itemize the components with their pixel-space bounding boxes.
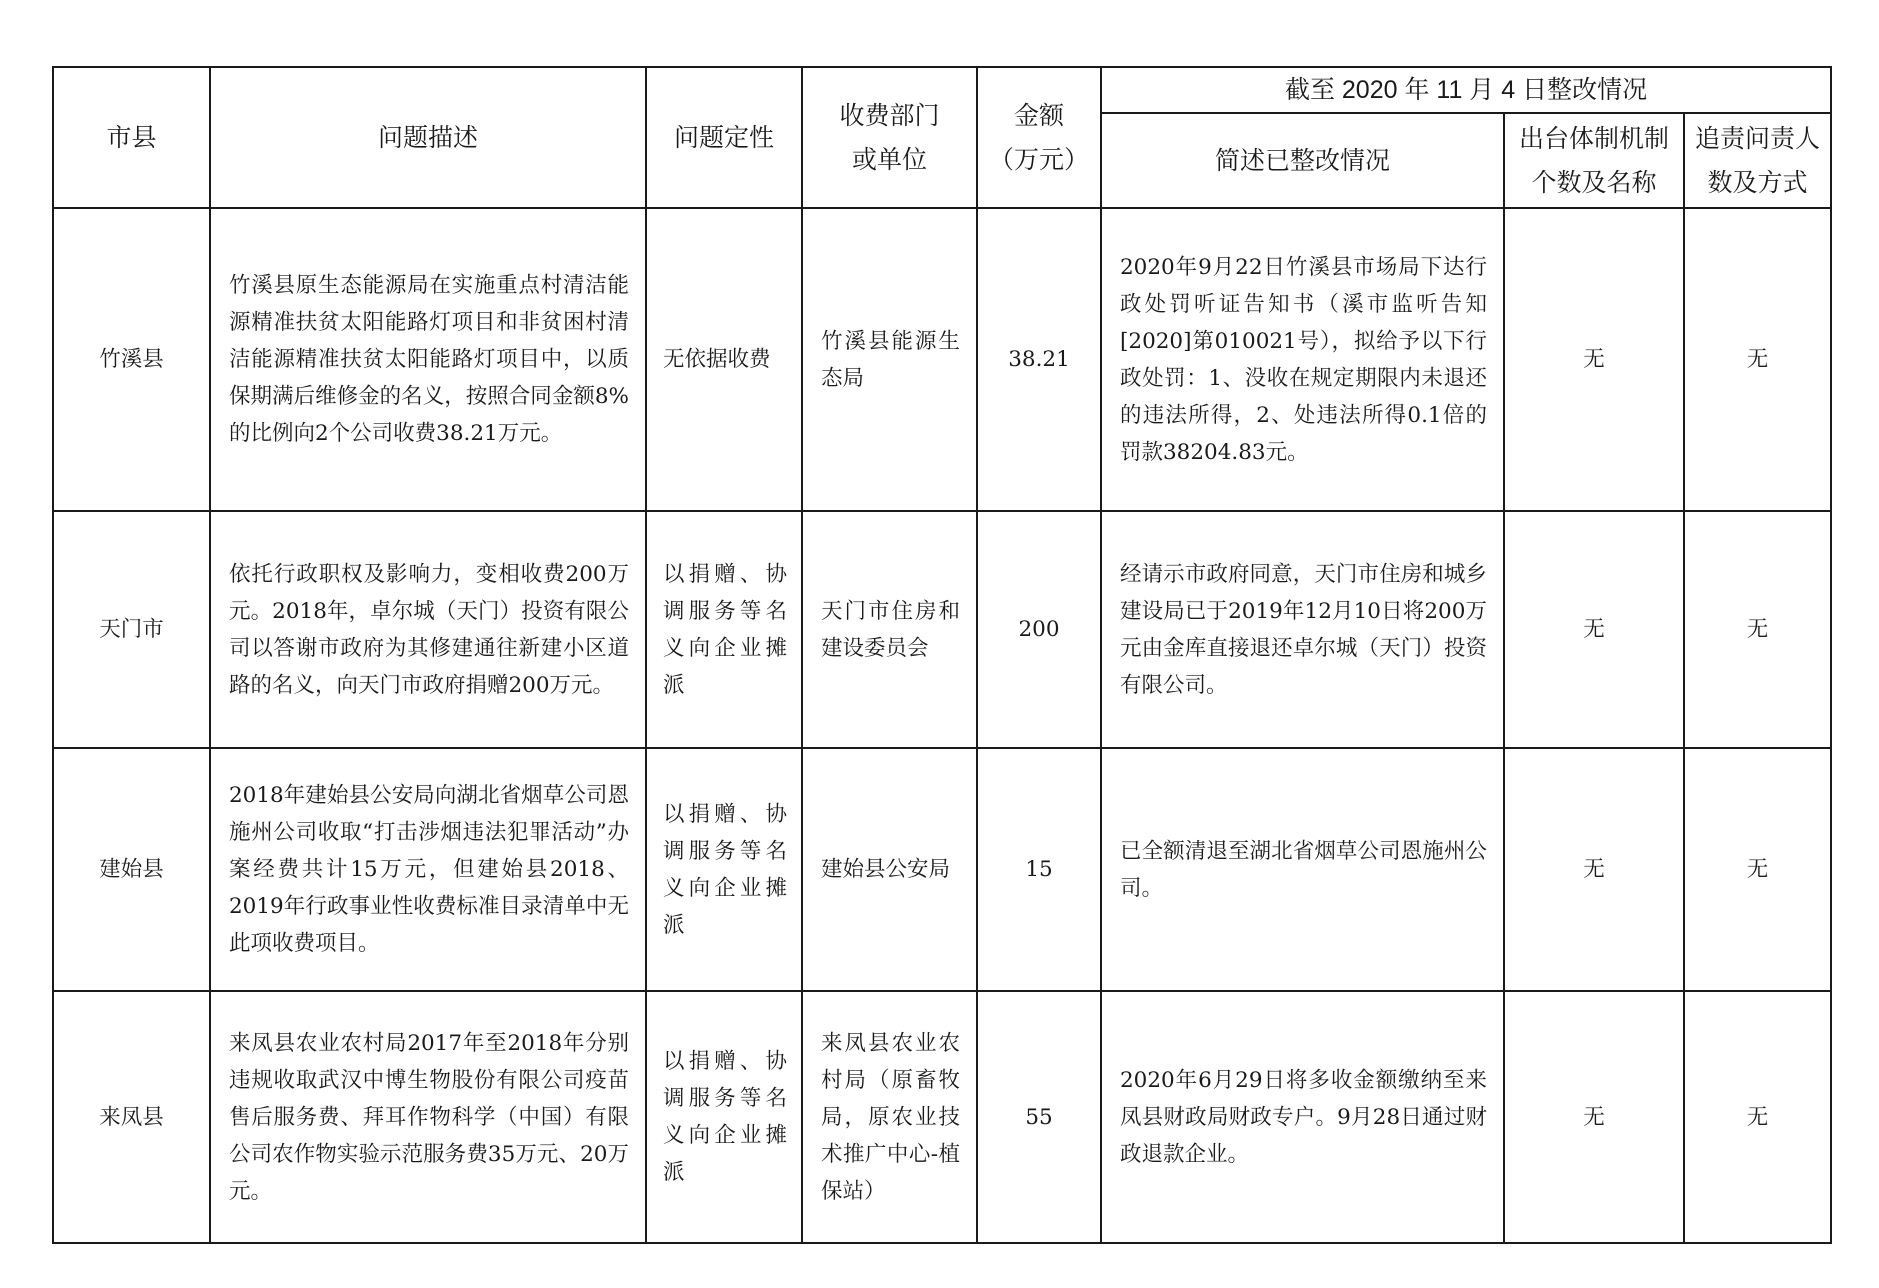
cell-amount: 15: [977, 748, 1101, 991]
cell-dept: 建始县公安局: [802, 748, 977, 991]
cell-nature: 以捐赠、协调服务等名义向企业摊派: [646, 511, 802, 748]
cell-problem: 来凤县农业农村局2017年至2018年分别违规收取武汉中博生物股份有限公司疫苗售后服务费、拜耳作物科学（中国）有限公司农作物实验示范服务费35万元、20万元。: [210, 991, 646, 1243]
header-city: 市县: [53, 67, 210, 208]
cell-accountability: 无: [1684, 511, 1831, 748]
cell-rectified: 2020年9月22日竹溪县市场局下达行政处罚听证告知书（溪市监听告知[2020]第010021号），拟给予以下行政处罚：1、没收在规定期限内未退还的违法所得，2、处违法所得0.1倍的罚款38204.83元。: [1101, 208, 1504, 511]
cell-mechanism: 无: [1504, 748, 1684, 991]
cell-mechanism: 无: [1504, 208, 1684, 511]
header-rectified: 简述已整改情况: [1101, 113, 1504, 208]
cell-rectified: 已全额清退至湖北省烟草公司恩施州公司。: [1101, 748, 1504, 991]
header-dept: 收费部门 或单位: [802, 67, 977, 208]
cell-nature: 无依据收费: [646, 208, 802, 511]
cell-city: 来凤县: [53, 991, 210, 1243]
cell-dept: 竹溪县能源生态局: [802, 208, 977, 511]
cell-amount: 55: [977, 991, 1101, 1243]
cell-accountability: 无: [1684, 991, 1831, 1243]
cell-city: 天门市: [53, 511, 210, 748]
cell-nature: 以捐赠、协调服务等名义向企业摊派: [646, 748, 802, 991]
header-accountability: 追责问责人 数及方式: [1684, 113, 1831, 208]
cell-mechanism: 无: [1504, 511, 1684, 748]
header-status-group: 截至 2020 年 11 月 4 日整改情况: [1101, 67, 1831, 113]
table-row: [53, 511, 1831, 748]
cell-mechanism: 无: [1504, 991, 1684, 1243]
rectification-table: [52, 66, 1832, 1244]
header-amount: 金额 （万元）: [977, 67, 1101, 208]
cell-problem: 2018年建始县公安局向湖北省烟草公司恩施州公司收取“打击涉烟违法犯罪活动”办案经费共计15万元，但建始县2018、2019年行政事业性收费标准目录清单中无此项收费项目。: [210, 748, 646, 991]
cell-problem: 依托行政职权及影响力，变相收费200万元。2018年，卓尔城（天门）投资有限公司以答谢市政府为其修建通往新建小区道路的名义，向天门市政府捐赠200万元。: [210, 511, 646, 748]
table-row: [53, 748, 1831, 991]
cell-problem: 竹溪县原生态能源局在实施重点村清洁能源精准扶贫太阳能路灯项目和非贫困村清洁能源精准扶贫太阳能路灯项目中，以质保期满后维修金的名义，按照合同金额8%的比例向2个公司收费38.21万元。: [210, 208, 646, 511]
cell-rectified: 2020年6月29日将多收金额缴纳至来凤县财政局财政专户。9月28日通过财政退款企业。: [1101, 991, 1504, 1243]
cell-amount: 38.21: [977, 208, 1101, 511]
cell-city: 建始县: [53, 748, 210, 991]
cell-nature: 以捐赠、协调服务等名义向企业摊派: [646, 991, 802, 1243]
cell-dept: 来凤县农业农村局（原畜牧局，原农业技术推广中心-植保站）: [802, 991, 977, 1243]
header-mechanism: 出台体制机制 个数及名称: [1504, 113, 1684, 208]
cell-accountability: 无: [1684, 208, 1831, 511]
header-problem: 问题描述: [210, 67, 646, 208]
cell-rectified: 经请示市政府同意，天门市住房和城乡建设局已于2019年12月10日将200万元由金库直接退还卓尔城（天门）投资有限公司。: [1101, 511, 1504, 748]
cell-accountability: 无: [1684, 748, 1831, 991]
cell-dept: 天门市住房和建设委员会: [802, 511, 977, 748]
cell-amount: 200: [977, 511, 1101, 748]
cell-city: 竹溪县: [53, 208, 210, 511]
header-nature: 问题定性: [646, 67, 802, 208]
table-row: [53, 208, 1831, 511]
table-row: [53, 991, 1831, 1243]
